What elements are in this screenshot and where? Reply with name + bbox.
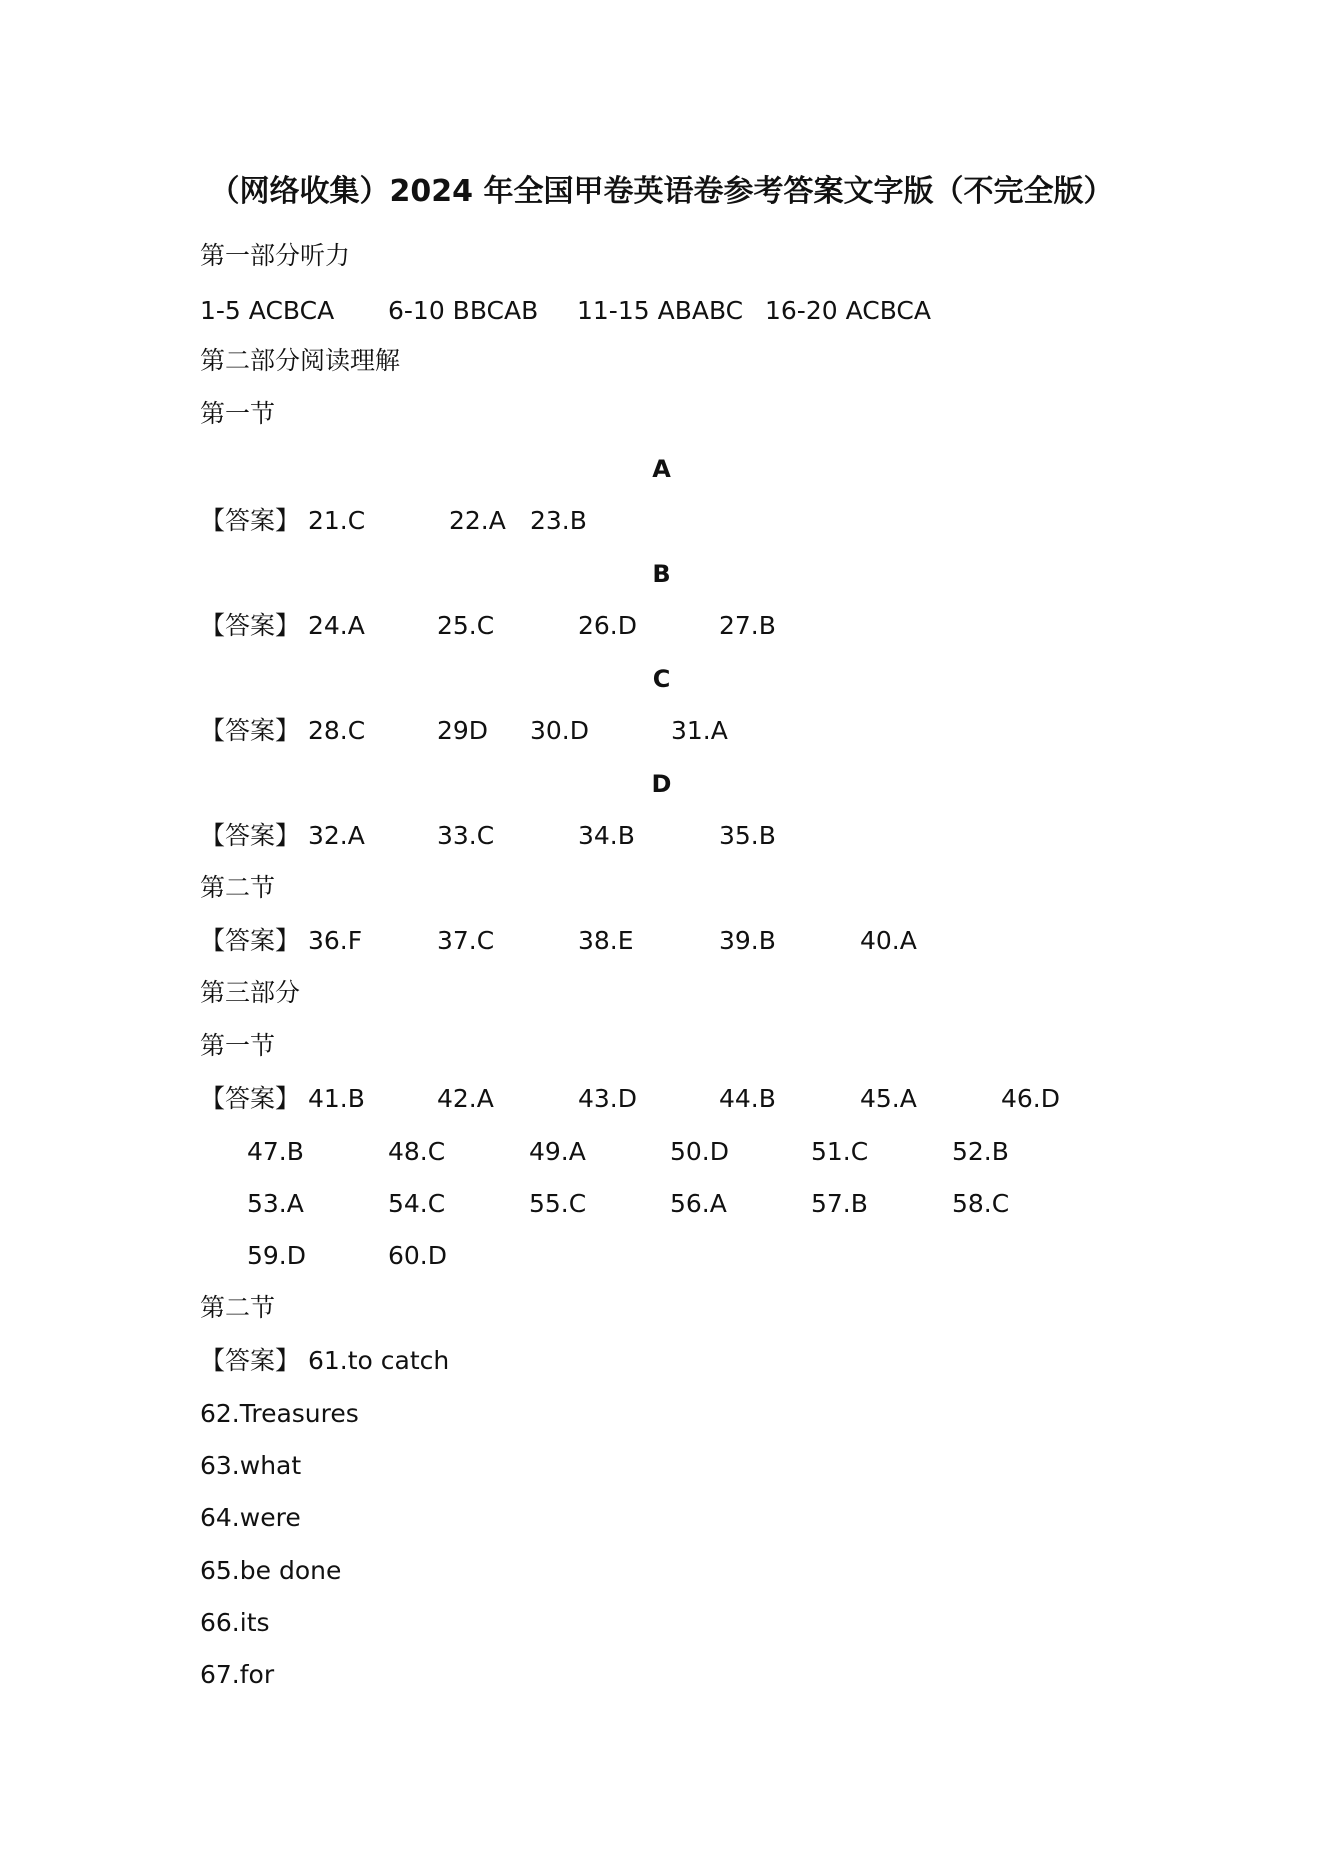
answer-item: 43.D [578, 1084, 638, 1113]
answer-item: 40.A [860, 926, 917, 955]
passage-c-letter: C [652, 665, 671, 693]
answer-item: 25.C [437, 611, 495, 640]
part3-answers-row4 [247, 1238, 1097, 1274]
listening-group: 11-15 ABABC [577, 296, 744, 325]
answer-item: 37.C [437, 926, 495, 955]
answer-item: 39.B [719, 926, 776, 955]
answer-item: 44.B [719, 1084, 776, 1113]
answer-item: 50.D [670, 1137, 730, 1166]
answer-item: 45.A [860, 1084, 917, 1113]
answer-item: 64.were [200, 1503, 301, 1532]
answer-item: 42.A [437, 1084, 494, 1113]
answer-item: 65.be done [200, 1556, 342, 1585]
answer-item: 47.B [247, 1137, 304, 1166]
passage-a-letter: A [652, 455, 671, 483]
answer-item: 63.what [200, 1451, 302, 1480]
answer-label: 【答案】 [200, 1346, 301, 1375]
answer-label: 【答案】 [200, 506, 301, 535]
part3-section2-first-answer [200, 1343, 1100, 1379]
answer-item: 59.D [247, 1241, 307, 1270]
answer-item: 38.E [578, 926, 634, 955]
answer-item: 24.A [308, 611, 365, 640]
answer-item: 33.C [437, 821, 495, 850]
answer-item: 48.C [388, 1137, 446, 1166]
answer-item: 54.C [388, 1189, 446, 1218]
passage-a-answers [200, 503, 1100, 539]
answer-item: 66.its [200, 1608, 270, 1637]
answer-item: 58.C [952, 1189, 1010, 1218]
answer-item: 23.B [530, 506, 587, 535]
answer-item: 27.B [719, 611, 776, 640]
answer-item: 67.for [200, 1660, 275, 1689]
part3-section2-heading: 第二节 [200, 1293, 276, 1322]
passage-b-answers [200, 608, 1100, 644]
passage-d-letter: D [651, 770, 672, 798]
part2-section1-heading: 第一节 [200, 399, 276, 428]
answer-item: 51.C [811, 1137, 869, 1166]
part3-answers-row3 [247, 1186, 1097, 1222]
part3-heading: 第三部分 [200, 978, 301, 1007]
answer-label: 【答案】 [200, 821, 301, 850]
answer-item: 57.B [811, 1189, 868, 1218]
listening-group: 16-20 ACBCA [765, 296, 931, 325]
listening-group: 6-10 BBCAB [388, 296, 539, 325]
answer-item: 29D [437, 716, 489, 745]
answer-label: 【答案】 [200, 926, 301, 955]
answer-item: 34.B [578, 821, 635, 850]
passage-d-answers [200, 818, 1100, 854]
answer-item: 26.D [578, 611, 638, 640]
answer-item: 61.to catch [308, 1346, 450, 1375]
answer-item: 56.A [670, 1189, 727, 1218]
part1-answer-row [200, 293, 1100, 329]
answer-item: 62.Treasures [200, 1399, 359, 1428]
part2-heading: 第二部分阅读理解 [200, 346, 401, 375]
answer-item: 30.D [530, 716, 590, 745]
answer-item: 22.A [449, 506, 506, 535]
answer-item: 35.B [719, 821, 776, 850]
answer-item: 60.D [388, 1241, 448, 1270]
passage-b-letter: B [652, 560, 671, 588]
answer-item: 28.C [308, 716, 366, 745]
answer-item: 55.C [529, 1189, 587, 1218]
answer-item: 31.A [671, 716, 728, 745]
answer-label: 【答案】 [200, 1084, 301, 1113]
part2-section2-answers [200, 923, 1100, 959]
answer-item: 53.A [247, 1189, 304, 1218]
answer-item: 36.F [308, 926, 363, 955]
part1-heading: 第一部分听力 [200, 241, 351, 270]
answer-label: 【答案】 [200, 611, 301, 640]
answer-item: 32.A [308, 821, 365, 850]
part3-section1-heading: 第一节 [200, 1031, 276, 1060]
part3-answers-row2 [247, 1134, 1097, 1170]
answer-item: 49.A [529, 1137, 586, 1166]
part3-answers-row1 [200, 1081, 1100, 1117]
answer-label: 【答案】 [200, 716, 301, 745]
answer-item: 21.C [308, 506, 366, 535]
answer-item: 52.B [952, 1137, 1009, 1166]
passage-c-answers [200, 713, 1100, 749]
part2-section2-heading: 第二节 [200, 873, 276, 902]
answer-item: 46.D [1001, 1084, 1061, 1113]
answer-item: 41.B [308, 1084, 365, 1113]
listening-group: 1-5 ACBCA [200, 296, 335, 325]
document-title: （网络收集）2024 年全国甲卷英语卷参考答案文字版（不完全版） [209, 174, 1114, 209]
